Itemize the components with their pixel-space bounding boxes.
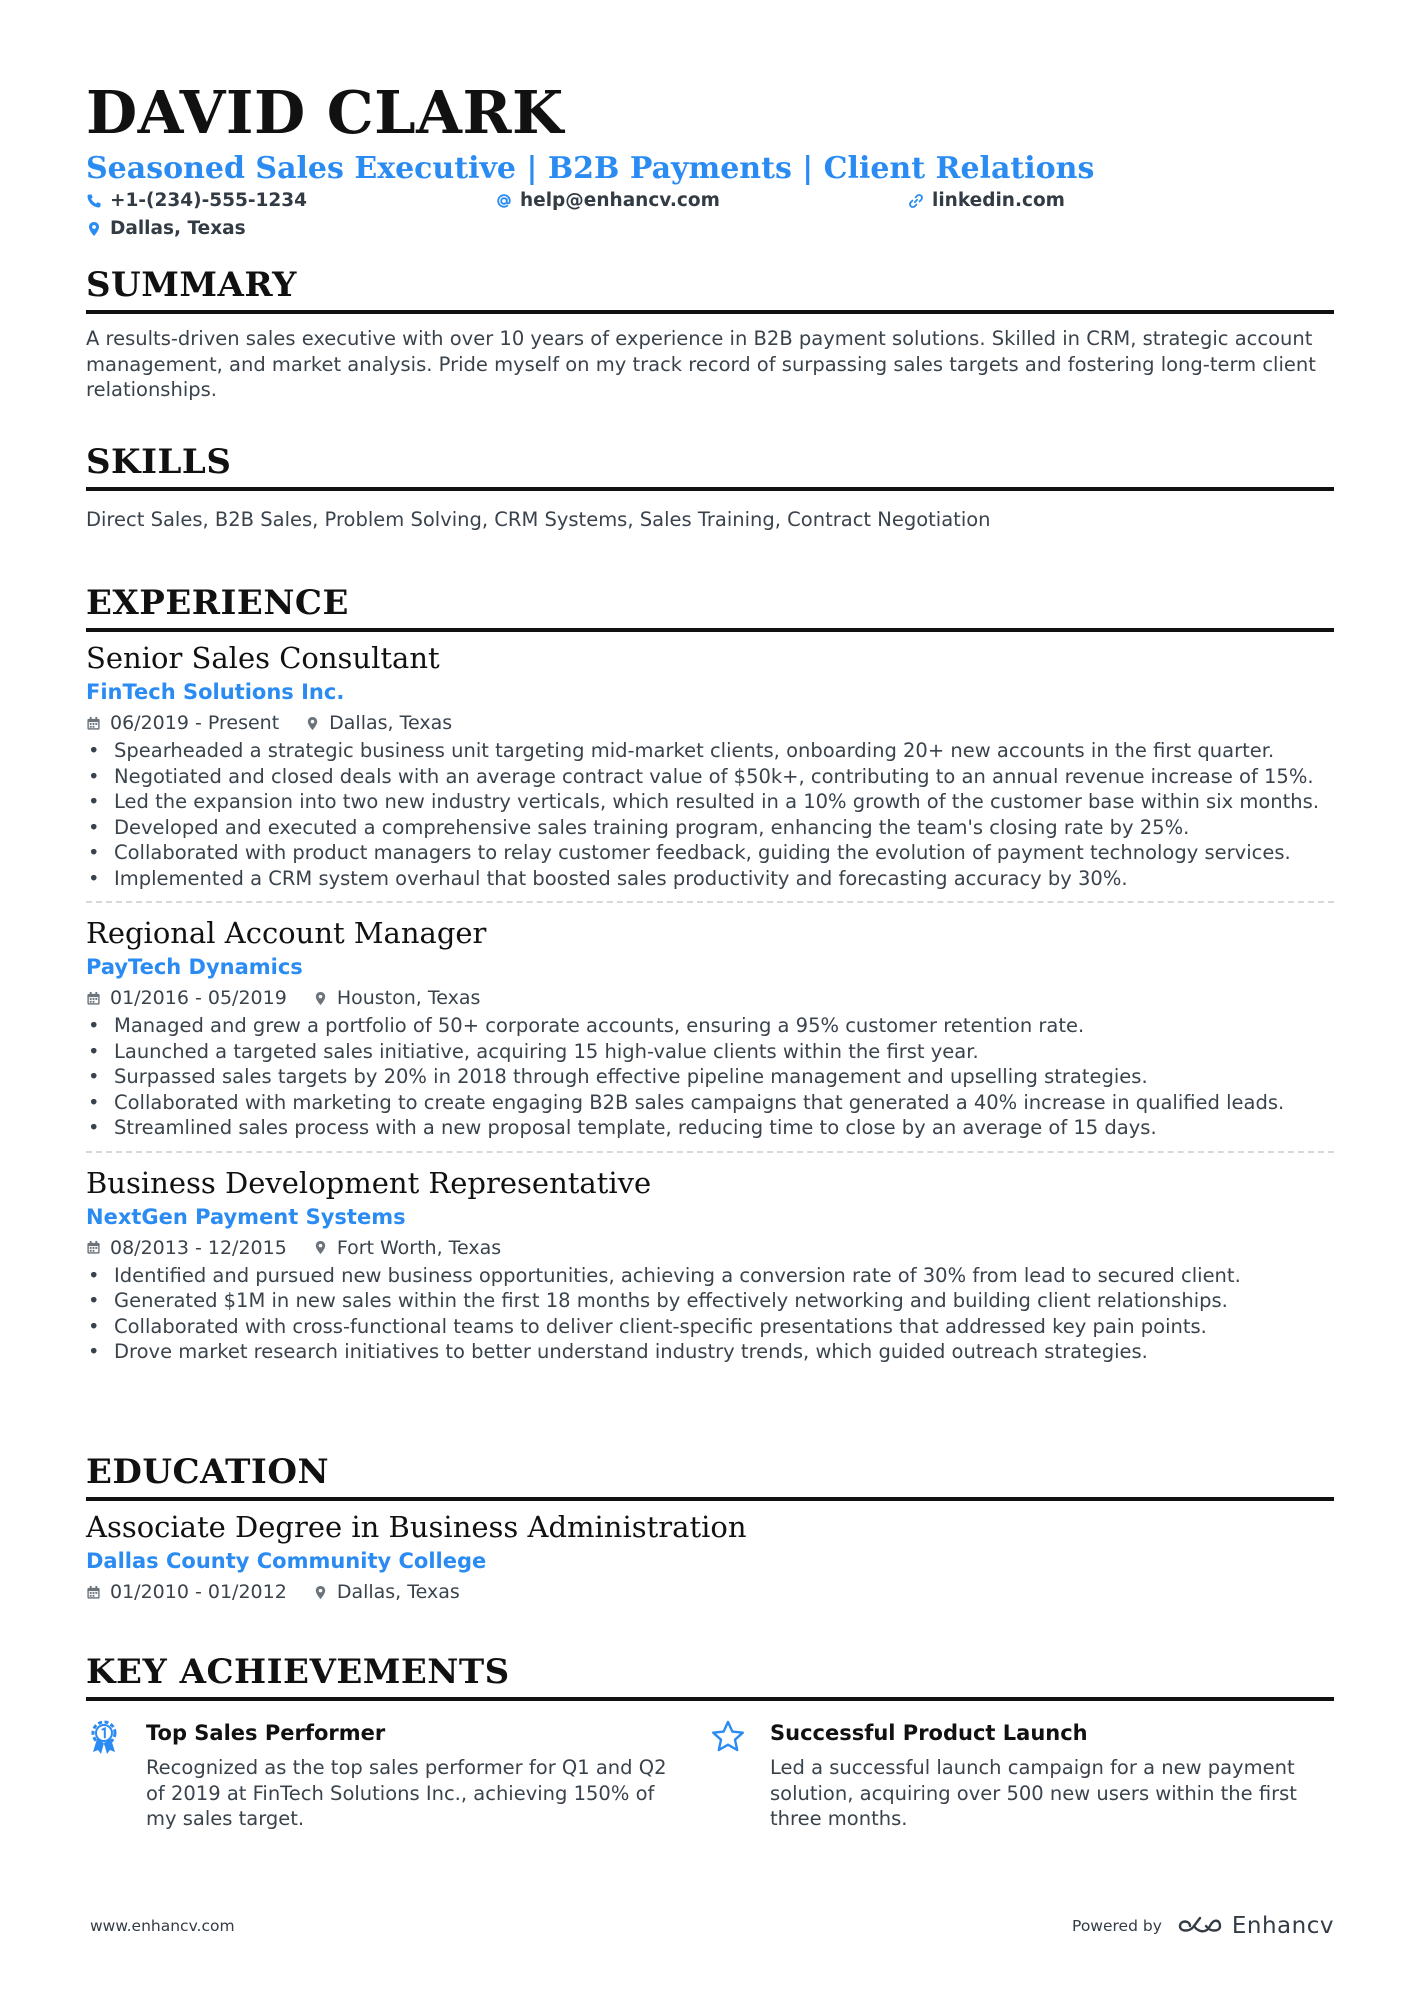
- education-section: [86, 1451, 1334, 1605]
- contact-location: [86, 218, 246, 239]
- candidate-name: DAVID CLARK: [86, 78, 564, 147]
- degree-title: Associate Degree in Business Administration: [86, 1510, 747, 1544]
- powered-by-label: Powered by: [1072, 1917, 1162, 1935]
- list-item: • Managed and grew a portfolio of 50+ corporate accounts, ensuring a 95% customer retention rate.: [86, 1013, 1334, 1039]
- list-item: • Spearheaded a strategic business unit targeting mid-market clients, onboarding 20+ new accounts in the first quarter.: [86, 738, 1334, 764]
- list-item: • Collaborated with cross-functional teams to deliver client-specific presentations that addressed key pain points.: [86, 1314, 1334, 1340]
- linkedin-text: linkedin.com: [932, 190, 1065, 211]
- section-title: EXPERIENCE: [86, 582, 1334, 632]
- list-item: • Collaborated with marketing to create engaging B2B sales campaigns that generated a 40% increase in qualified leads.: [86, 1090, 1334, 1116]
- job-bullets: [86, 1263, 1334, 1365]
- company-name[interactable]: FinTech Solutions Inc.: [86, 680, 345, 704]
- experience-entry: [86, 915, 1334, 1153]
- achievement-body: [146, 1719, 676, 1832]
- contact-phone: [86, 190, 307, 211]
- link-icon: [908, 193, 924, 209]
- company-name[interactable]: NextGen Payment Systems: [86, 1204, 406, 1229]
- summary-text: A results-driven sales executive with over 10 years of experience in B2B payment solutions. Skilled in CRM, strategic account management, and market analysis. Pride myself on my track record of surpassing sales targets and fostering long-term client relationships.: [86, 327, 1316, 401]
- list-item: • Led the expansion into two new industry verticals, which resulted in a 10% growth of the customer base within six months.: [86, 789, 1334, 815]
- calendar-icon: [86, 991, 101, 1006]
- education-location: [313, 1579, 460, 1605]
- brand-logo[interactable]: [1176, 1913, 1334, 1939]
- list-item: • Identified and pursued new business opportunities, achieving a conversion rate of 30% from lead to secured client.: [86, 1263, 1334, 1289]
- school-name[interactable]: Dallas County Community College: [86, 1549, 487, 1573]
- resume-header: [86, 78, 1334, 250]
- summary-section: [86, 264, 1334, 403]
- list-item: • Launched a targeted sales initiative, acquiring 15 high-value clients within the first year.: [86, 1039, 1334, 1065]
- award-ribbon-icon: [86, 1719, 122, 1755]
- contact-linkedin[interactable]: [908, 190, 1065, 211]
- map-pin-icon: [313, 1585, 328, 1600]
- list-item: • Developed and executed a comprehensive sales training program, enhancing the team's closing rate by 25%.: [86, 815, 1334, 841]
- achievement-text: Recognized as the top sales performer for Q1 and Q2 of 2019 at FinTech Solutions Inc., achieving 150% of my sales target.: [146, 1756, 667, 1830]
- entry-divider: [86, 901, 1334, 903]
- achievements-list: [86, 1719, 1334, 1832]
- phone-icon: [86, 193, 102, 209]
- job-bullets: [86, 738, 1334, 891]
- footer-branding: [1072, 1913, 1334, 1939]
- job-location-text: Fort Worth, Texas: [336, 1236, 502, 1259]
- achievements-section: [86, 1651, 1334, 1832]
- calendar-icon: [86, 1240, 101, 1255]
- brand-name: Enhancv: [1231, 1913, 1334, 1939]
- experience-entry: [86, 1165, 1334, 1365]
- list-item: • Negotiated and closed deals with an average contract value of $50k+, contributing to an annual revenue increase of 15%.: [86, 764, 1334, 790]
- achievement-body: [770, 1719, 1310, 1832]
- calendar-icon: [86, 1585, 101, 1600]
- job-title: Business Development Representative: [86, 1165, 652, 1200]
- job-location: [313, 1235, 501, 1261]
- email-text: help@enhancv.com: [520, 190, 720, 211]
- job-bullets: [86, 1013, 1334, 1141]
- section-title: EDUCATION: [86, 1451, 1334, 1501]
- achievement-icon: [86, 1719, 146, 1832]
- job-location-text: Houston, Texas: [336, 987, 481, 1009]
- achievement-title: Top Sales Performer: [146, 1721, 386, 1745]
- at-sign-icon: [496, 193, 512, 209]
- skills-section: [86, 441, 1334, 533]
- job-location: [305, 710, 452, 736]
- candidate-tagline: Seasoned Sales Executive | B2B Payments | Client Relations: [86, 151, 1095, 186]
- footer-website[interactable]: www.enhancv.com: [90, 1917, 235, 1935]
- calendar-icon: [86, 716, 101, 731]
- job-meta: [86, 985, 1334, 1011]
- company-name[interactable]: PayTech Dynamics: [86, 955, 303, 979]
- map-pin-icon: [313, 1240, 328, 1255]
- section-title: KEY ACHIEVEMENTS: [86, 1651, 1334, 1701]
- section-title: SUMMARY: [86, 264, 1334, 314]
- education-location-text: Dallas, Texas: [336, 1581, 460, 1603]
- entry-divider: [86, 1151, 1334, 1153]
- list-item: • Implemented a CRM system overhaul that boosted sales productivity and forecasting accuracy by 30%.: [86, 866, 1334, 892]
- achievement-item: [86, 1719, 710, 1832]
- job-location: [313, 985, 481, 1011]
- list-item: • Surpassed sales targets by 20% in 2018 through effective pipeline management and upselling strategies.: [86, 1064, 1334, 1090]
- job-meta: [86, 710, 1334, 736]
- list-item: • Collaborated with product managers to relay customer feedback, guiding the evolution of payment technology services.: [86, 840, 1334, 866]
- page-footer: [90, 1913, 1334, 1943]
- contact-email[interactable]: [496, 190, 720, 211]
- contact-info: [86, 190, 1334, 250]
- phone-text: +1-(234)-555-1234: [110, 190, 308, 211]
- enhancv-logo-icon: [1176, 1914, 1224, 1938]
- map-pin-icon: [305, 716, 320, 731]
- map-pin-icon: [86, 221, 102, 237]
- map-pin-icon: [313, 991, 328, 1006]
- job-dates: 01/2016 - 05/2019: [110, 987, 287, 1009]
- job-dates: 08/2013 - 12/2015: [110, 1236, 287, 1259]
- list-item: • Drove market research initiatives to better understand industry trends, which guided outreach strategies.: [86, 1339, 1334, 1365]
- experience-section: [86, 582, 1334, 1365]
- achievement-text: Led a successful launch campaign for a new payment solution, acquiring over 500 new users within the first three months.: [770, 1756, 1297, 1830]
- achievement-item: [710, 1719, 1334, 1832]
- achievement-title: Successful Product Launch: [770, 1721, 1088, 1745]
- location-text: Dallas, Texas: [110, 218, 246, 239]
- list-item: • Streamlined sales process with a new proposal template, reducing time to close by an average of 15 days.: [86, 1115, 1334, 1141]
- job-location-text: Dallas, Texas: [329, 712, 453, 734]
- job-meta: [86, 1235, 1334, 1261]
- list-item: • Generated $1M in new sales within the first 18 months by effectively networking and building client relationships.: [86, 1288, 1334, 1314]
- skills-text: Direct Sales, B2B Sales, Problem Solving, CRM Systems, Sales Training, Contract Negotiation: [86, 508, 991, 531]
- experience-entry: [86, 640, 1334, 903]
- star-icon: [710, 1719, 746, 1755]
- job-title: Regional Account Manager: [86, 916, 487, 950]
- section-title: SKILLS: [86, 441, 1334, 491]
- education-dates: 01/2010 - 01/2012: [110, 1581, 287, 1603]
- job-title: Senior Sales Consultant: [86, 641, 440, 675]
- job-dates: 06/2019 - Present: [110, 712, 280, 734]
- achievement-icon: [710, 1719, 770, 1832]
- education-meta: [86, 1579, 1334, 1605]
